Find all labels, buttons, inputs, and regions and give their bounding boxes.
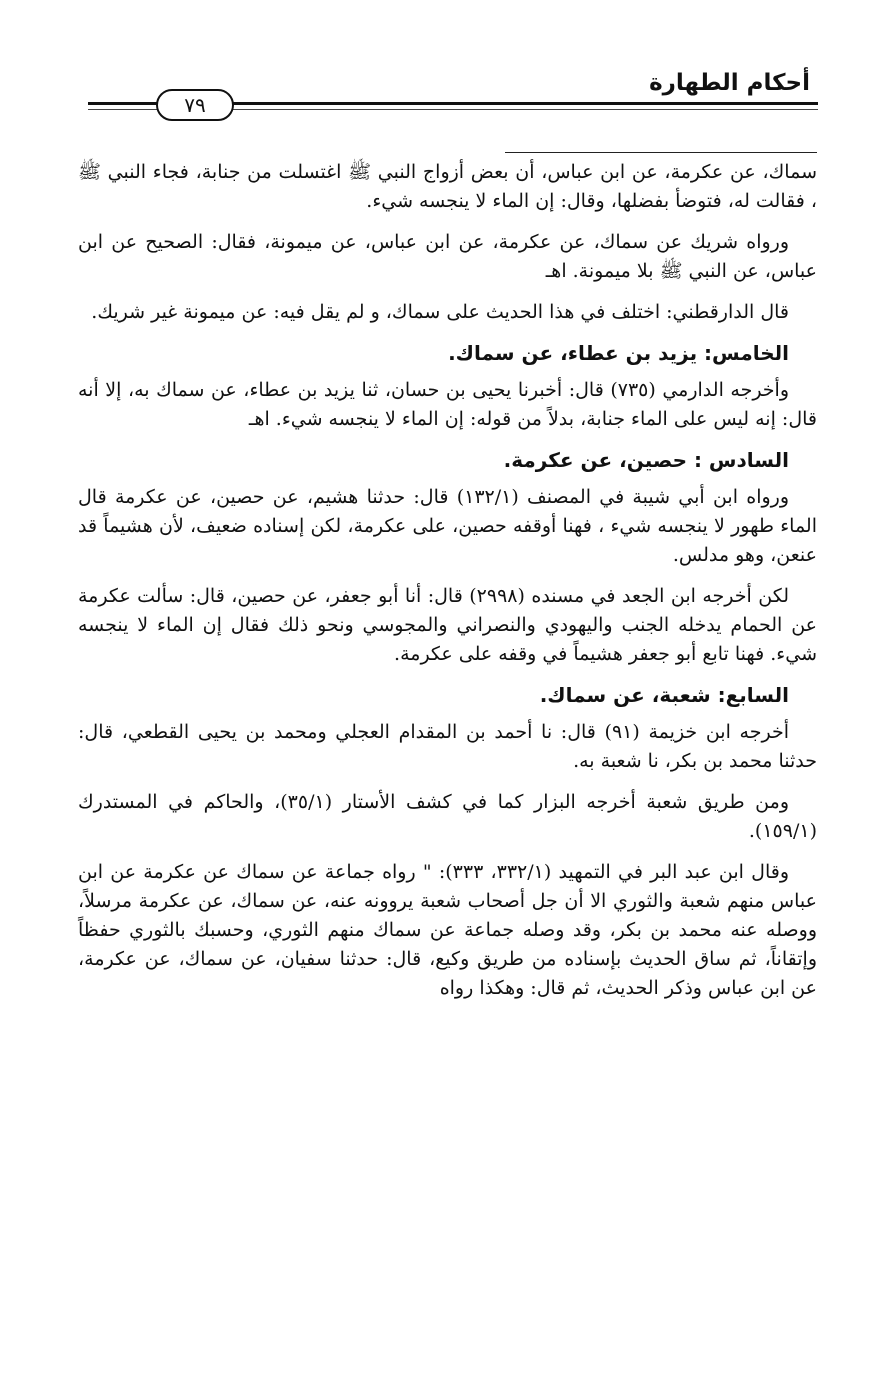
page-body bbox=[78, 158, 817, 1015]
paragraph: أخرجه ابن خزيمة (٩١) قال: نا أحمد بن المقدام العجلي ومحمد بن يحيى القطعي، قال: حدثنا محمد بن بكر، نا شعبة به. bbox=[78, 721, 817, 772]
page-header bbox=[88, 66, 818, 126]
separator-line bbox=[505, 152, 817, 153]
page-number: ٧٩ bbox=[156, 89, 234, 121]
paragraph: لكن أخرجه ابن الجعد في مسنده (٢٩٩٨) قال: أنا أبو جعفر، عن حصين، قال: سألت عكرمة عن الحمام يدخله الجنب واليهودي والنصراني والمجوسي ونحو ذلك فقال إن الماء لا ينجسه شيء. فهنا تابع أبو جعفر هشيماً في وقفه على عكرمة. bbox=[78, 585, 817, 665]
paragraph: ومن طريق شعبة أخرجه البزار كما في كشف الأستار (٣٥/١)، والحاكم في المستدرك (١٥٩/١). bbox=[78, 791, 817, 842]
paragraph: ورواه شريك عن سماك، عن عكرمة، عن ابن عباس، عن ميمونة، فقال: الصحيح عن ابن عباس، عن النبي ﷺ بلا ميمونة. اهـ bbox=[78, 231, 817, 282]
book-title: أحكام الطهارة bbox=[649, 70, 810, 96]
section-heading: السابع: شعبة، عن سماك. bbox=[539, 683, 789, 707]
paragraph: وقال ابن عبد البر في التمهيد (٣٣٢/١، ٣٣٣): " رواه جماعة عن سماك عن عكرمة عن ابن عباس منهم شعبة والثوري الا أن جل أصحاب شعبة يروونه عنه، عن سماك، عن عكرمة مرسلاً، ووصله عنه محمد بن بكر، وقد وصله جماعة عن سماك منهم الثوري، وحسبك بالثوري حفظاً وإتقاناً، ثم ساق الحديث بإسناده من طريق وكيع، قال: حدثنا سفيان، عن سماك، عن عكرمة، عن ابن عباس وذكر الحديث، ثم قال: وهكذا رواه bbox=[78, 861, 817, 999]
paragraph: قال الدارقطني: اختلف في هذا الحديث على سماك، و لم يقل فيه: عن ميمونة غير شريك. bbox=[91, 301, 789, 323]
paragraph: وأخرجه الدارمي (٧٣٥) قال: أخبرنا يحيى بن حسان، ثنا يزيد بن عطاء، عن سماك به، إلا أنه قال: إنه ليس على الماء جنابة، بدلاً من قوله: إن الماء لا ينجسه شيء. اهـ bbox=[78, 379, 817, 430]
section-heading: الخامس: يزيد بن عطاء، عن سماك. bbox=[448, 341, 789, 365]
section-heading: السادس : حصين، عن عكرمة. bbox=[503, 448, 789, 472]
paragraph: ورواه ابن أبي شيبة في المصنف (١٣٢/١) قال: حدثنا هشيم، عن حصين، عن عكرمة قال الماء طهور لا ينجسه شيء ، فهنا أوقفه حصين، على عكرمة، لكن إسناده ضعيف، لأن هشيماً قد عنعن، وهو مدلس. bbox=[78, 486, 817, 566]
paragraph: سماك، عن عكرمة، عن ابن عباس، أن بعض أزواج النبي ﷺ اغتسلت من جنابة، فجاء النبي ﷺ ، فقالت له، فتوضأ بفضلها، وقال: إن الماء لا ينجسه شيء. bbox=[78, 161, 817, 212]
